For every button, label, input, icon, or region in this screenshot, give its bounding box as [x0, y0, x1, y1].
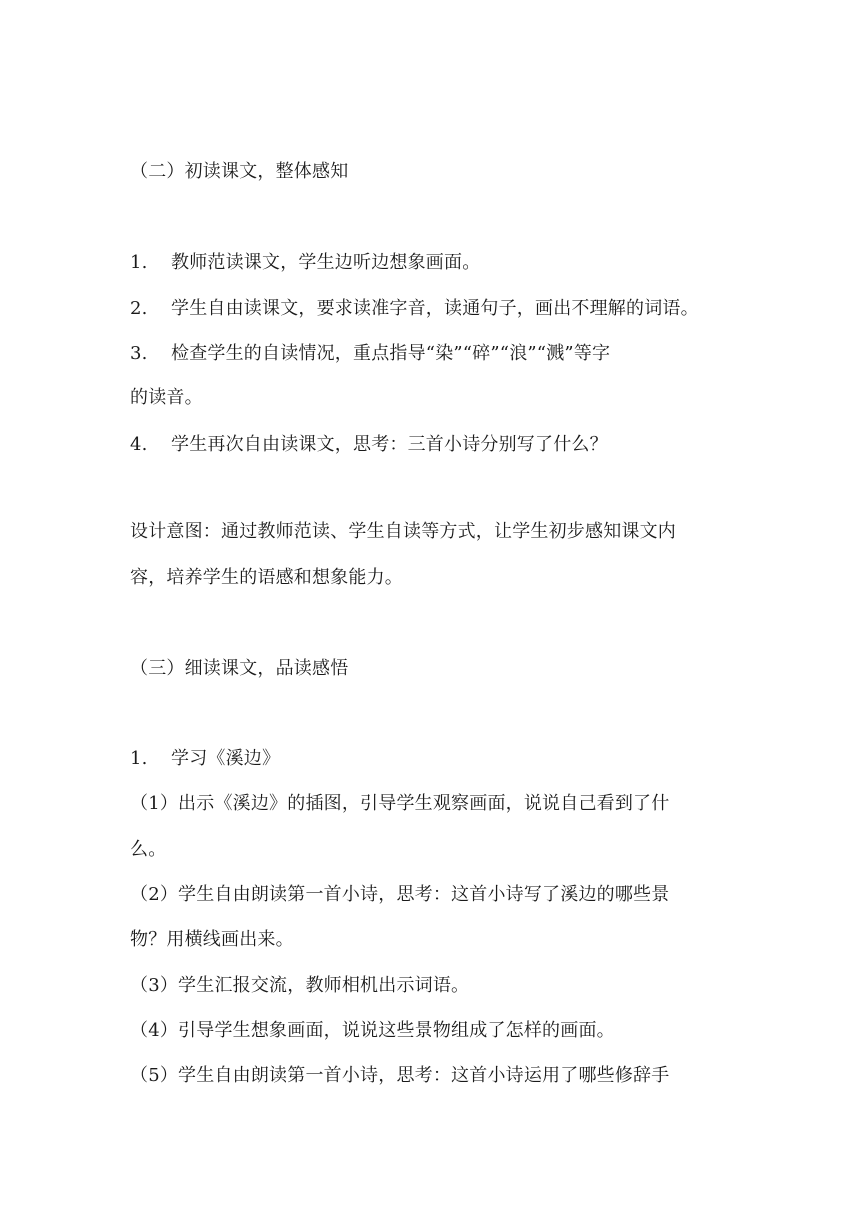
- step-2: [130, 297, 740, 321]
- step-3: [130, 342, 740, 366]
- step-4: [130, 433, 740, 457]
- step-3-continuation: 的读音。: [130, 387, 203, 408]
- section-3-heading: （三）细读课文，品读感悟: [130, 658, 349, 679]
- item-3: （3）学生汇报交流，教师相机出示词语。: [130, 975, 470, 996]
- sub-topic: [130, 747, 740, 771]
- step-text: 教师范读课文，学生边听边想象画面。: [171, 252, 481, 273]
- step-1: [130, 251, 740, 275]
- design-intent-line-1: 设计意图：通过教师范读、学生自读等方式，让学生初步感知课文内: [130, 521, 676, 542]
- step-text: 学生自由读课文，要求读准字音，读通句子，画出不理解的词语。: [171, 298, 699, 319]
- step-number: 3.: [130, 343, 148, 364]
- design-intent-line-2: 容，培养学生的语感和想象能力。: [130, 567, 403, 588]
- item-4: （4）引导学生想象画面，说说这些景物组成了怎样的画面。: [130, 1020, 615, 1041]
- step-number: 2.: [130, 298, 148, 319]
- item-1-line-1: （1）出示《溪边》的插图，引导学生观察画面，说说自己看到了什: [130, 793, 670, 814]
- item-2-line-2: 物？用横线画出来。: [130, 929, 294, 950]
- step-text: 学生再次自由读课文，思考：三首小诗分别写了什么？: [171, 434, 608, 455]
- section-2-heading: （二）初读课文，整体感知: [130, 161, 349, 182]
- item-2-line-1: （2）学生自由朗读第一首小诗，思考：这首小诗写了溪边的哪些景: [130, 884, 670, 905]
- step-text: 检查学生的自读情况，重点指导“染”“碎”“浪”“溅”等字: [171, 343, 611, 364]
- item-1-line-2: 么。: [130, 839, 167, 860]
- step-number: 4.: [130, 434, 148, 455]
- sub-topic-title: 学习《溪边》: [171, 748, 281, 769]
- sub-topic-number: 1.: [130, 748, 148, 769]
- item-5-line-1: （5）学生自由朗读第一首小诗，思考：这首小诗运用了哪些修辞手: [130, 1065, 670, 1086]
- step-number: 1.: [130, 252, 148, 273]
